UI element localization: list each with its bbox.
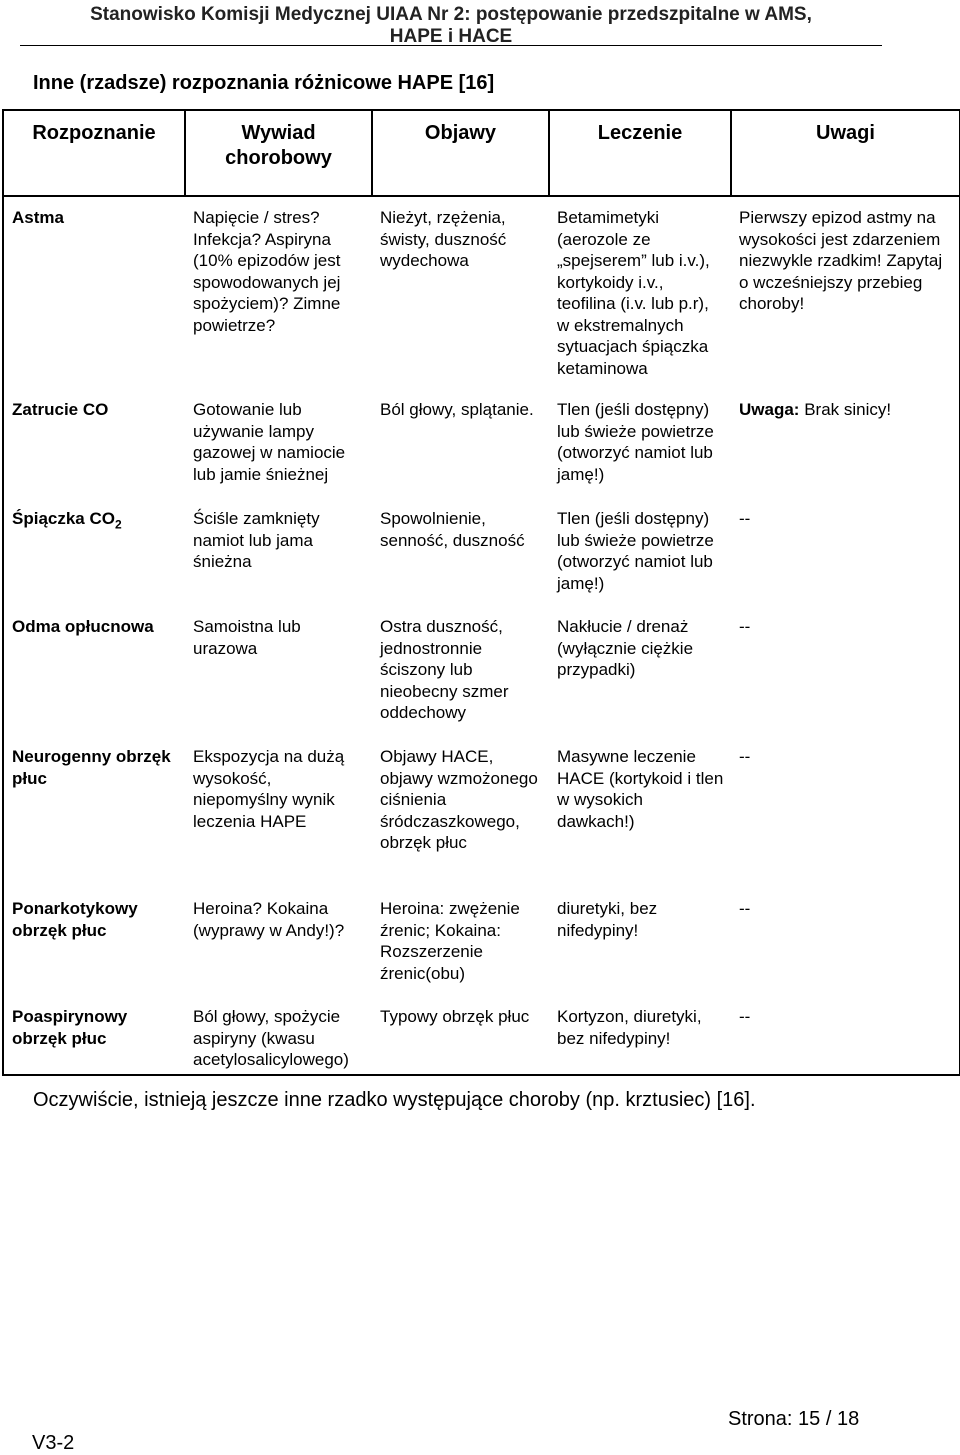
treatment-cell: Masywne leczenie HACE (kortykoid i tlen w wysokich dawkach!): [557, 747, 724, 831]
treatment-cell: diuretyki, bez nifedypiny!: [557, 899, 658, 940]
column-header: Objawy: [372, 110, 549, 196]
header-line-1: Stanowisko Komisji Medycznej UIAA Nr 2: postępowanie przedszpitalne w AMS,: [90, 4, 812, 25]
diagnosis-cell: Neurogenny obrzęk płuc: [3, 736, 185, 888]
notes-cell: [731, 389, 960, 498]
symptoms-cell: Spowolnienie, senność, duszność: [380, 509, 525, 550]
diagnosis-cell: Odma opłucnowa: [3, 606, 185, 736]
version-label: V3-2: [32, 1432, 75, 1454]
history-cell: Ściśle zamknięty namiot lub jama śnieżna: [193, 509, 320, 571]
table-row: [3, 996, 960, 1075]
symptoms-cell: Ostra duszność, jednostronnie ściszony lub nieobecny szmer oddechowy: [380, 617, 509, 722]
treatment-cell: Tlen (jeśli dostępny) lub świeże powietrze (otworzyć namiot lub jamę!): [557, 400, 714, 484]
section-title: Inne (rzadsze) rozpoznania różnicowe HAPE [16]: [33, 72, 495, 94]
table-row: [3, 606, 960, 736]
notes-cell: Pierwszy epizod astmy na wysokości jest zdarzeniem niezwykle rzadkim! Zapytaj o wcześniejszy przebieg choroby!: [731, 196, 960, 389]
symptoms-cell: Nieżyt, rzężenia, świsty, duszność wydechowa: [380, 208, 507, 270]
header-line-2: HAPE i HACE: [389, 26, 513, 47]
column-header: Wywiad chorobowy: [185, 110, 372, 196]
treatment-cell: Nakłucie / drenaż (wyłącznie ciężkie przypadki): [557, 617, 694, 679]
symptoms-cell: Objawy HACE, objawy wzmożonego ciśnienia śródczaszkowego, obrzęk płuc: [380, 747, 538, 852]
history-cell: Ekspozycja na dużą wysokość, niepomyślny wynik leczenia HAPE: [193, 747, 345, 831]
treatment-cell: Kortyzon, diuretyki, bez nifedypiny!: [549, 996, 731, 1075]
table-row: [3, 498, 960, 606]
notes-cell: --: [731, 736, 960, 888]
notes-cell: --: [731, 996, 960, 1075]
diagnosis-cell: Zatrucie CO: [3, 389, 185, 498]
treatment-cell: Tlen (jeśli dostępny) lub świeże powietrze (otworzyć namiot lub jamę!): [557, 509, 714, 593]
diagnosis-cell: Poaspirynowy obrzęk płuc: [3, 996, 185, 1075]
document-header: [20, 4, 882, 48]
table-row: [3, 888, 960, 996]
symptoms-cell: Typowy obrzęk płuc: [372, 996, 549, 1075]
symptoms-cell: Ból głowy, splątanie.: [380, 400, 534, 419]
notes-warning-label: Uwaga:: [739, 400, 800, 419]
notes-text: Brak sinicy!: [799, 400, 892, 419]
notes-cell: --: [731, 606, 960, 736]
table-row: [3, 736, 960, 888]
diagnosis-cell: [3, 498, 185, 606]
page-number: Strona: 15 / 18: [728, 1408, 860, 1430]
symptoms-cell: Heroina: zwężenie źrenic; Kokaina: Rozszerzenie źrenic(obu): [380, 899, 520, 983]
subscript: 2: [115, 517, 122, 532]
history-cell: Heroina? Kokaina (wyprawy w Andy!)?: [193, 899, 345, 940]
diagnosis-cell: Ponarkotykowy obrzęk płuc: [3, 888, 185, 996]
table-row: [3, 389, 960, 498]
column-header: Rozpoznanie: [3, 110, 185, 196]
table-row: [3, 196, 960, 389]
treatment-cell: Betamimetyki (aerozole ze „spejserem” lub i.v.), kortykoidy i.v., teofilina (i.v. lub p.r), w ekstremalnych sytuacjach śpiączka ketaminowa: [557, 208, 710, 378]
diagnosis-name: Śpiączka CO: [12, 509, 115, 528]
diagnosis-cell: Astma: [3, 196, 185, 389]
table-header-row: [3, 110, 960, 196]
header-rule: [20, 45, 882, 46]
history-cell: Gotowanie lub używanie lampy gazowej w namiocie lub jamie śnieżnej: [193, 400, 346, 484]
history-cell: Samoistna lub urazowa: [193, 617, 301, 658]
footnote: Oczywiście, istnieją jeszcze inne rzadko występujące choroby (np. krztusiec) [16].: [33, 1089, 756, 1111]
history-cell: Ból głowy, spożycie aspiryny (kwasu acetylosalicylowego): [185, 996, 372, 1075]
notes-cell: --: [731, 498, 960, 606]
column-header: Leczenie: [549, 110, 731, 196]
column-header: Uwagi: [731, 110, 960, 196]
notes-cell: --: [731, 888, 960, 996]
history-cell: Napięcie / stres? Infekcja? Aspiryna (10% epizodów jest spowodowanych jej spożyciem)? Zimne powietrze?: [193, 208, 341, 335]
differential-diagnosis-table: [2, 109, 960, 1076]
